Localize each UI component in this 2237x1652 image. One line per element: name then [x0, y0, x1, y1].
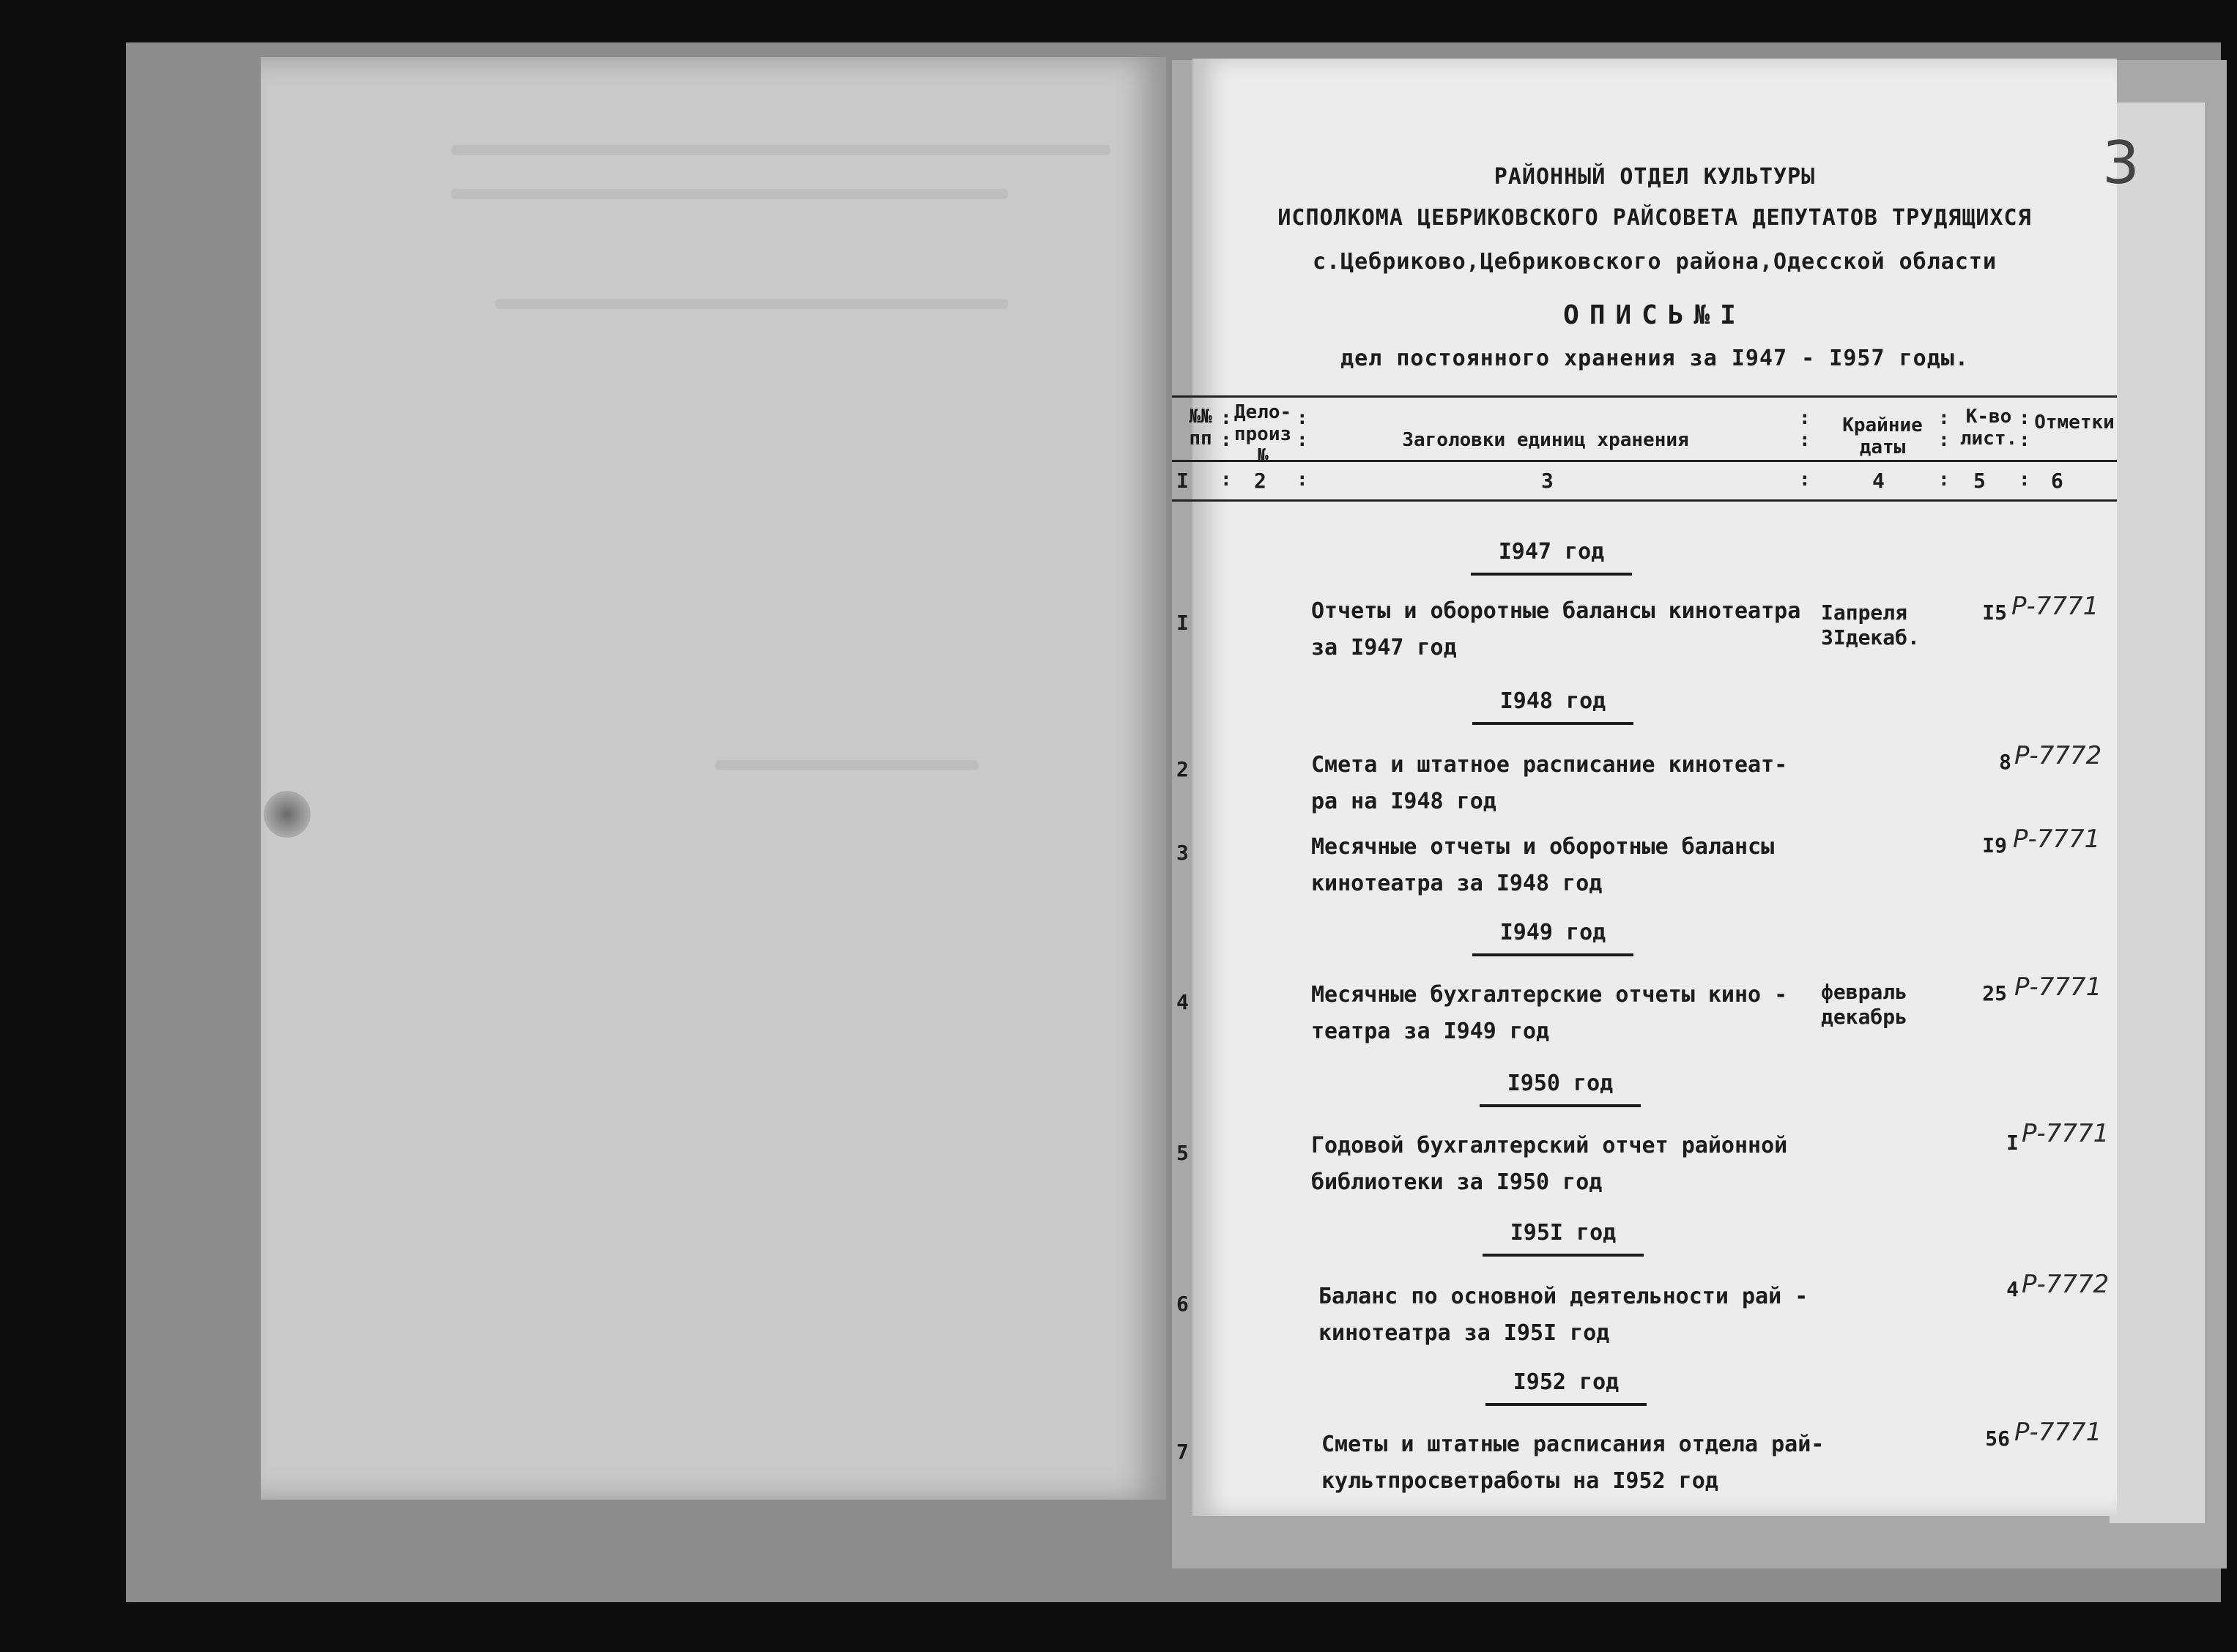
page-number-mark: 3: [2102, 129, 2140, 197]
column-number: I: [1176, 469, 1189, 493]
year-heading: I95I год: [1510, 1220, 1617, 1246]
column-separator: :: [1938, 469, 1950, 491]
column-number: 3: [1541, 469, 1554, 493]
entry-sheet-count: 56: [1985, 1426, 2010, 1451]
entry-sheet-count: 25: [1982, 981, 2007, 1005]
inventory-subtitle: дел постоянного хранения за I947 - I957 годы.: [1340, 346, 1969, 371]
year-heading: I948 год: [1499, 688, 1606, 714]
entry-number: 4: [1176, 990, 1189, 1014]
year-underline: [1471, 573, 1632, 576]
entry-archive-mark: Р-7772: [2022, 1270, 2110, 1299]
back-card: [2110, 103, 2205, 1523]
column-separator: : :: [1296, 407, 1308, 451]
entry-sheet-count: I: [2006, 1131, 2019, 1155]
column-separator: : :: [1220, 407, 1232, 451]
entry-dates: Iапреля 3Iдекаб.: [1821, 600, 1920, 650]
year-heading: I949 год: [1499, 920, 1606, 945]
entry-archive-mark: Р-7771: [2013, 825, 2101, 854]
bleed-through-line: [495, 299, 1008, 309]
column-separator: : :: [1938, 407, 1950, 451]
entry-title: Месячные бухгалтерские отчеты кино - театра за I949 год: [1311, 982, 1788, 1044]
bleed-through-line: [715, 760, 979, 770]
year-underline: [1480, 1104, 1641, 1107]
header-department: РАЙОННЫЙ ОТДЕЛ КУЛЬТУРЫ: [1494, 164, 1816, 190]
entry-sheet-count: I9: [1982, 833, 2007, 857]
entry-archive-mark: Р-7771: [2022, 1119, 2110, 1148]
entry-title: Сметы и штатные расписания отдела рай- культпросветработы на I952 год: [1321, 1432, 1825, 1494]
entry-number: I: [1176, 611, 1189, 635]
bleed-through-line: [451, 145, 1110, 155]
entry-title: Месячные отчеты и оборотные балансы кинотеатра за I948 год: [1311, 834, 1775, 896]
column-number: 4: [1872, 469, 1885, 493]
entry-number: 5: [1176, 1141, 1189, 1165]
entry-sheet-count: 8: [1999, 750, 2011, 774]
left-page: [261, 57, 1166, 1500]
column-header-number: №№ пп: [1189, 406, 1212, 450]
entry-number: 3: [1176, 841, 1189, 865]
year-underline: [1472, 722, 1633, 725]
year-heading: I952 год: [1513, 1369, 1620, 1395]
column-header-sheets: К-во лист.: [1959, 406, 2018, 450]
column-separator: :: [1296, 469, 1308, 491]
table-header-rule: [1172, 460, 2117, 462]
column-header-notes: Отметки: [2034, 412, 2115, 434]
entry-archive-mark: Р-7771: [2014, 1418, 2102, 1447]
entry-archive-mark: Р-7771: [2011, 592, 2099, 621]
entry-number: 7: [1176, 1440, 1189, 1464]
entry-title: Смета и штатное расписание кинотеат- ра на I948 год: [1311, 752, 1788, 814]
column-separator: : :: [2019, 407, 2030, 451]
entry-sheet-count: 4: [2006, 1277, 2019, 1301]
year-heading: I950 год: [1507, 1071, 1614, 1096]
entry-sheet-count: I5: [1982, 600, 2007, 625]
entry-title: Баланс по основной деятельности рай - кинотеатра за I95I год: [1318, 1284, 1808, 1346]
entry-dates: февраль декабрь: [1821, 980, 1908, 1029]
column-header-file-number: Дело- произ №: [1233, 401, 1292, 467]
column-separator: : :: [1799, 407, 1811, 451]
column-number: 2: [1254, 469, 1266, 493]
table-top-rule: [1172, 395, 2117, 398]
entry-number: 6: [1176, 1292, 1189, 1316]
column-number: 6: [2051, 469, 2063, 493]
entry-number: 2: [1176, 757, 1189, 781]
column-header-dates: Крайние даты: [1842, 414, 1923, 458]
column-number: 5: [1973, 469, 1986, 493]
year-underline: [1472, 953, 1633, 956]
year-heading: I947 год: [1498, 539, 1605, 565]
entry-title: Отчеты и оборотные балансы кинотеатра за I947 год: [1311, 598, 1801, 661]
year-underline: [1483, 1254, 1644, 1257]
column-separator: :: [1220, 469, 1232, 491]
punch-hole: [264, 791, 311, 838]
column-header-titles: Заголовки единиц хранения: [1402, 429, 1689, 451]
year-underline: [1485, 1403, 1647, 1406]
entry-archive-mark: Р-7772: [2014, 741, 2102, 770]
table-bottom-rule: [1172, 499, 2117, 502]
header-executive-committee: ИСПОЛКОМА ЦЕБРИКОВСКОГО РАЙСОВЕТА ДЕПУТАТОВ ТРУДЯЩИХСЯ: [1277, 205, 2032, 231]
entry-title: Годовой бухгалтерский отчет районной библиотеки за I950 год: [1311, 1133, 1788, 1195]
header-location: с.Цебриково,Цебриковского района,Одесской области: [1312, 249, 1997, 275]
column-separator: :: [2019, 469, 2030, 491]
entry-archive-mark: Р-7771: [2014, 972, 2102, 1002]
column-separator: :: [1799, 469, 1811, 491]
inventory-title: ОПИСЬ№I: [1563, 300, 1746, 330]
bleed-through-line: [451, 189, 1008, 199]
